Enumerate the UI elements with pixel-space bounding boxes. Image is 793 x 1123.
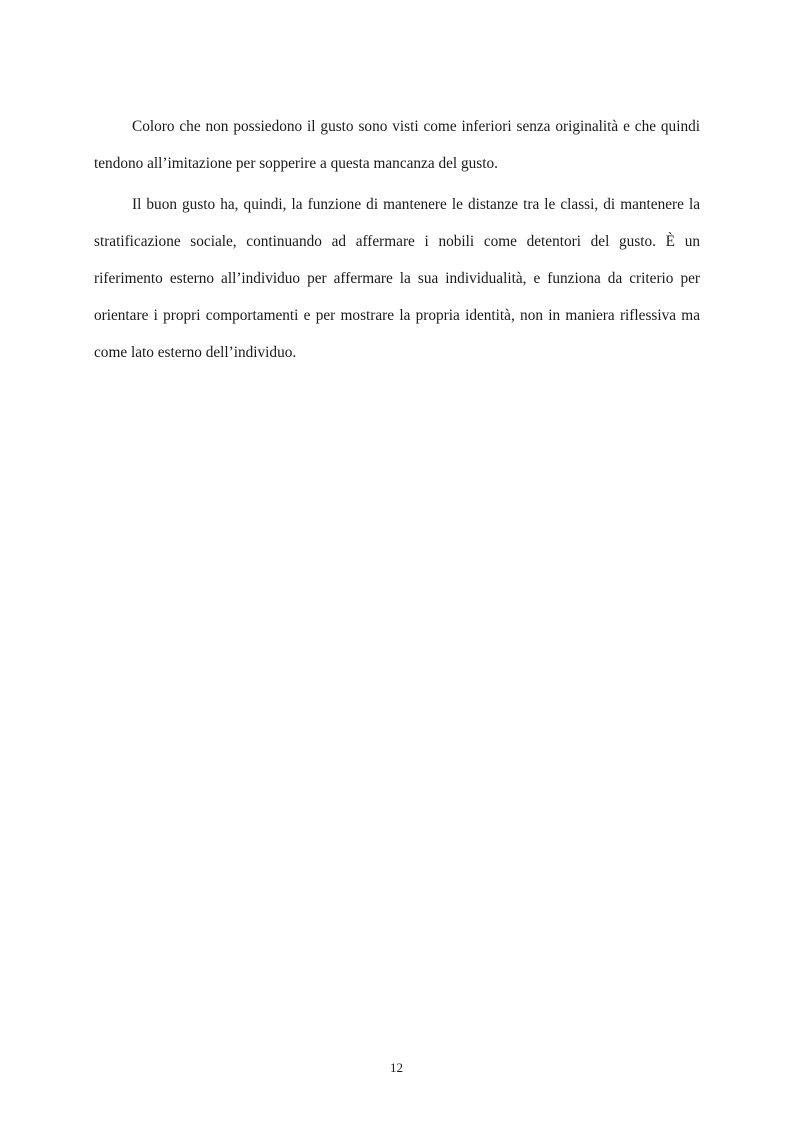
paragraph-1: Coloro che non possiedono il gusto sono visti come inferiori senza originalità e che quindi tendono all’imitazione per sopperire a questa mancanza del gusto.	[94, 118, 700, 172]
page-number: 12	[390, 1060, 403, 1075]
body-text	[94, 108, 700, 375]
paragraph-2: Il buon gusto ha, quindi, la funzione di mantenere le distanze tra le classi, di mantenere la stratificazione sociale, continuando ad affermare i nobili come detentori del gusto. È un riferimento esterno all’individuo per affermare la sua individualità, e funziona da criterio per orientare i propri comportamenti e per mostrare la propria identità, non in maniera riflessiva ma come lato esterno dell’individuo.	[94, 196, 700, 361]
